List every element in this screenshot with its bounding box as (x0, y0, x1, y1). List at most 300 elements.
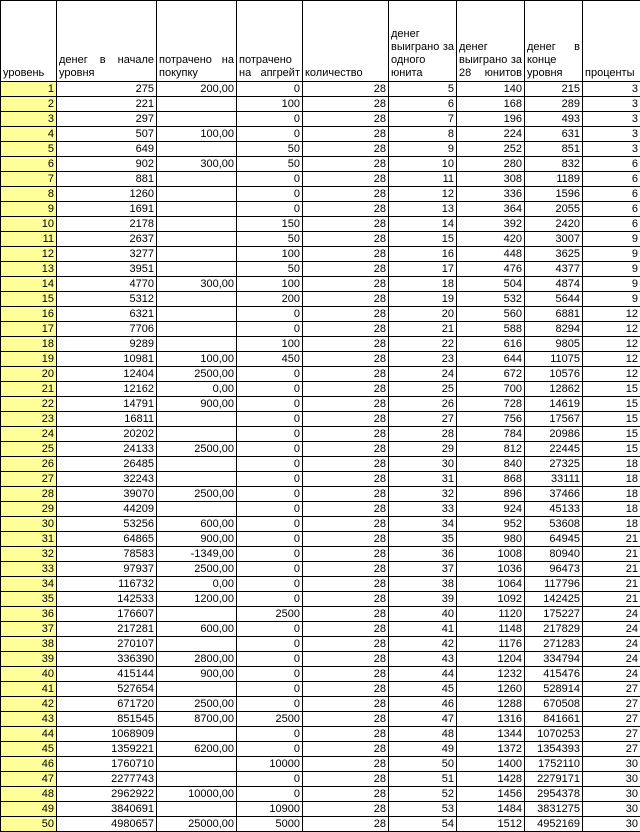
cell-percent[interactable]: 3 (583, 97, 640, 112)
cell-money-end[interactable]: 3831275 (525, 802, 583, 817)
cell-won-per-unit[interactable]: 30 (389, 457, 457, 472)
cell-spent-purchase[interactable] (157, 292, 237, 307)
cell-spent-upgrade[interactable]: 0 (237, 622, 303, 637)
cell-won-per-unit[interactable]: 20 (389, 307, 457, 322)
cell-spent-purchase[interactable]: 6200,00 (157, 742, 237, 757)
cell-won-28-units[interactable]: 616 (457, 337, 525, 352)
cell-level[interactable]: 12 (1, 247, 57, 262)
cell-won-per-unit[interactable]: 22 (389, 337, 457, 352)
header-quantity[interactable]: количество (303, 1, 389, 82)
cell-won-per-unit[interactable]: 28 (389, 427, 457, 442)
cell-percent[interactable]: 6 (583, 187, 640, 202)
cell-spent-upgrade[interactable]: 10900 (237, 802, 303, 817)
cell-percent[interactable]: 3 (583, 142, 640, 157)
cell-money-start[interactable]: 12404 (57, 367, 157, 382)
cell-level[interactable]: 3 (1, 112, 57, 127)
cell-money-start[interactable]: 415144 (57, 667, 157, 682)
cell-level[interactable]: 17 (1, 322, 57, 337)
cell-spent-upgrade[interactable]: 0 (237, 127, 303, 142)
cell-won-28-units[interactable]: 1008 (457, 547, 525, 562)
cell-won-28-units[interactable]: 644 (457, 352, 525, 367)
cell-money-end[interactable]: 271283 (525, 637, 583, 652)
cell-won-per-unit[interactable]: 23 (389, 352, 457, 367)
cell-quantity[interactable]: 28 (303, 727, 389, 742)
cell-money-start[interactable]: 275 (57, 82, 157, 97)
cell-quantity[interactable]: 28 (303, 592, 389, 607)
cell-money-end[interactable]: 175227 (525, 607, 583, 622)
cell-money-start[interactable]: 1359221 (57, 742, 157, 757)
cell-won-28-units[interactable]: 1036 (457, 562, 525, 577)
cell-won-28-units[interactable]: 1232 (457, 667, 525, 682)
cell-won-per-unit[interactable]: 40 (389, 607, 457, 622)
cell-money-end[interactable]: 3007 (525, 232, 583, 247)
cell-percent[interactable]: 27 (583, 712, 640, 727)
cell-level[interactable]: 34 (1, 577, 57, 592)
cell-level[interactable]: 22 (1, 397, 57, 412)
header-won-per-unit[interactable]: денег выиграно за одного юнита (389, 1, 457, 82)
cell-won-28-units[interactable]: 252 (457, 142, 525, 157)
cell-spent-purchase[interactable]: 2500,00 (157, 487, 237, 502)
cell-spent-purchase[interactable] (157, 307, 237, 322)
cell-money-end[interactable]: 3625 (525, 247, 583, 262)
cell-won-per-unit[interactable]: 21 (389, 322, 457, 337)
cell-won-28-units[interactable]: 140 (457, 82, 525, 97)
cell-percent[interactable]: 24 (583, 637, 640, 652)
cell-spent-upgrade[interactable]: 0 (237, 652, 303, 667)
cell-money-start[interactable]: 24133 (57, 442, 157, 457)
cell-money-end[interactable]: 27325 (525, 457, 583, 472)
cell-spent-upgrade[interactable]: 100 (237, 97, 303, 112)
cell-money-start[interactable]: 902 (57, 157, 157, 172)
cell-spent-purchase[interactable] (157, 112, 237, 127)
cell-level[interactable]: 10 (1, 217, 57, 232)
cell-level[interactable]: 41 (1, 682, 57, 697)
cell-level[interactable]: 28 (1, 487, 57, 502)
cell-level[interactable]: 44 (1, 727, 57, 742)
cell-won-28-units[interactable]: 364 (457, 202, 525, 217)
cell-money-end[interactable]: 14619 (525, 397, 583, 412)
cell-spent-purchase[interactable] (157, 772, 237, 787)
cell-money-end[interactable]: 832 (525, 157, 583, 172)
cell-money-end[interactable]: 6881 (525, 307, 583, 322)
cell-percent[interactable]: 30 (583, 817, 640, 832)
cell-spent-upgrade[interactable]: 0 (237, 187, 303, 202)
cell-percent[interactable]: 24 (583, 607, 640, 622)
cell-quantity[interactable]: 28 (303, 202, 389, 217)
cell-quantity[interactable]: 28 (303, 667, 389, 682)
cell-won-28-units[interactable]: 784 (457, 427, 525, 442)
cell-won-per-unit[interactable]: 33 (389, 502, 457, 517)
cell-percent[interactable]: 9 (583, 277, 640, 292)
cell-level[interactable]: 45 (1, 742, 57, 757)
cell-won-per-unit[interactable]: 32 (389, 487, 457, 502)
cell-level[interactable]: 6 (1, 157, 57, 172)
cell-money-start[interactable]: 53256 (57, 517, 157, 532)
cell-money-end[interactable]: 22445 (525, 442, 583, 457)
cell-spent-purchase[interactable]: 2500,00 (157, 442, 237, 457)
cell-percent[interactable]: 27 (583, 727, 640, 742)
cell-quantity[interactable]: 28 (303, 562, 389, 577)
cell-spent-purchase[interactable] (157, 607, 237, 622)
cell-spent-purchase[interactable] (157, 682, 237, 697)
cell-won-28-units[interactable]: 168 (457, 97, 525, 112)
cell-money-end[interactable]: 851 (525, 142, 583, 157)
cell-won-28-units[interactable]: 1484 (457, 802, 525, 817)
cell-won-28-units[interactable]: 700 (457, 382, 525, 397)
cell-money-start[interactable]: 7706 (57, 322, 157, 337)
cell-spent-upgrade[interactable]: 0 (237, 172, 303, 187)
cell-spent-upgrade[interactable]: 0 (237, 307, 303, 322)
cell-won-28-units[interactable]: 756 (457, 412, 525, 427)
cell-won-per-unit[interactable]: 10 (389, 157, 457, 172)
cell-level[interactable]: 24 (1, 427, 57, 442)
cell-won-per-unit[interactable]: 35 (389, 532, 457, 547)
cell-money-start[interactable]: 9289 (57, 337, 157, 352)
cell-percent[interactable]: 15 (583, 427, 640, 442)
cell-spent-upgrade[interactable]: 0 (237, 772, 303, 787)
cell-money-end[interactable]: 1189 (525, 172, 583, 187)
cell-money-start[interactable]: 671720 (57, 697, 157, 712)
cell-money-start[interactable]: 3277 (57, 247, 157, 262)
cell-money-end[interactable]: 20986 (525, 427, 583, 442)
cell-level[interactable]: 1 (1, 82, 57, 97)
cell-won-28-units[interactable]: 1372 (457, 742, 525, 757)
cell-quantity[interactable]: 28 (303, 157, 389, 172)
cell-money-end[interactable]: 415476 (525, 667, 583, 682)
cell-quantity[interactable]: 28 (303, 352, 389, 367)
cell-quantity[interactable]: 28 (303, 307, 389, 322)
cell-spent-upgrade[interactable]: 50 (237, 157, 303, 172)
cell-percent[interactable]: 30 (583, 787, 640, 802)
cell-money-start[interactable]: 217281 (57, 622, 157, 637)
cell-won-per-unit[interactable]: 5 (389, 82, 457, 97)
cell-level[interactable]: 30 (1, 517, 57, 532)
cell-percent[interactable]: 18 (583, 472, 640, 487)
cell-percent[interactable]: 24 (583, 622, 640, 637)
cell-won-28-units[interactable]: 812 (457, 442, 525, 457)
cell-percent[interactable]: 18 (583, 457, 640, 472)
cell-spent-purchase[interactable]: 900,00 (157, 397, 237, 412)
cell-money-end[interactable]: 17567 (525, 412, 583, 427)
cell-spent-purchase[interactable] (157, 262, 237, 277)
cell-level[interactable]: 38 (1, 637, 57, 652)
cell-money-start[interactable]: 10981 (57, 352, 157, 367)
cell-quantity[interactable]: 28 (303, 412, 389, 427)
cell-money-end[interactable]: 2420 (525, 217, 583, 232)
cell-money-end[interactable]: 8294 (525, 322, 583, 337)
cell-spent-upgrade[interactable]: 100 (237, 247, 303, 262)
cell-spent-purchase[interactable]: 2500,00 (157, 562, 237, 577)
cell-won-per-unit[interactable]: 43 (389, 652, 457, 667)
cell-spent-purchase[interactable] (157, 322, 237, 337)
cell-spent-upgrade[interactable]: 50 (237, 232, 303, 247)
cell-spent-upgrade[interactable]: 0 (237, 577, 303, 592)
cell-spent-purchase[interactable] (157, 202, 237, 217)
cell-won-per-unit[interactable]: 38 (389, 577, 457, 592)
cell-spent-upgrade[interactable]: 200 (237, 292, 303, 307)
cell-level[interactable]: 29 (1, 502, 57, 517)
cell-won-28-units[interactable]: 336 (457, 187, 525, 202)
cell-money-start[interactable]: 3840691 (57, 802, 157, 817)
cell-won-per-unit[interactable]: 29 (389, 442, 457, 457)
cell-won-per-unit[interactable]: 44 (389, 667, 457, 682)
cell-level[interactable]: 42 (1, 697, 57, 712)
cell-level[interactable]: 37 (1, 622, 57, 637)
cell-level[interactable]: 15 (1, 292, 57, 307)
cell-money-start[interactable]: 2178 (57, 217, 157, 232)
cell-spent-upgrade[interactable]: 0 (237, 322, 303, 337)
cell-quantity[interactable]: 28 (303, 697, 389, 712)
cell-won-28-units[interactable]: 532 (457, 292, 525, 307)
cell-won-per-unit[interactable]: 34 (389, 517, 457, 532)
header-money-start[interactable]: денег в начале уровня (57, 1, 157, 82)
cell-percent[interactable]: 24 (583, 667, 640, 682)
cell-won-per-unit[interactable]: 25 (389, 382, 457, 397)
header-level[interactable]: уровень (1, 1, 57, 82)
cell-won-28-units[interactable]: 1288 (457, 697, 525, 712)
cell-won-28-units[interactable]: 868 (457, 472, 525, 487)
cell-spent-purchase[interactable] (157, 142, 237, 157)
cell-won-per-unit[interactable]: 9 (389, 142, 457, 157)
cell-spent-purchase[interactable] (157, 727, 237, 742)
cell-won-per-unit[interactable]: 7 (389, 112, 457, 127)
cell-level[interactable]: 11 (1, 232, 57, 247)
cell-level[interactable]: 43 (1, 712, 57, 727)
cell-spent-upgrade[interactable]: 0 (237, 727, 303, 742)
cell-money-start[interactable]: 176607 (57, 607, 157, 622)
cell-money-start[interactable]: 5312 (57, 292, 157, 307)
cell-quantity[interactable]: 28 (303, 127, 389, 142)
cell-percent[interactable]: 30 (583, 772, 640, 787)
cell-percent[interactable]: 6 (583, 202, 640, 217)
cell-percent[interactable]: 18 (583, 487, 640, 502)
cell-spent-purchase[interactable] (157, 802, 237, 817)
cell-money-end[interactable]: 2954378 (525, 787, 583, 802)
cell-spent-upgrade[interactable]: 0 (237, 427, 303, 442)
cell-level[interactable]: 35 (1, 592, 57, 607)
cell-won-per-unit[interactable]: 45 (389, 682, 457, 697)
cell-money-end[interactable]: 2279171 (525, 772, 583, 787)
cell-percent[interactable]: 30 (583, 802, 640, 817)
cell-money-end[interactable]: 4952169 (525, 817, 583, 832)
cell-quantity[interactable]: 28 (303, 247, 389, 262)
cell-level[interactable]: 33 (1, 562, 57, 577)
cell-quantity[interactable]: 28 (303, 622, 389, 637)
cell-percent[interactable]: 21 (583, 547, 640, 562)
cell-percent[interactable]: 3 (583, 127, 640, 142)
cell-spent-purchase[interactable]: 0,00 (157, 382, 237, 397)
cell-spent-purchase[interactable]: 300,00 (157, 157, 237, 172)
cell-percent[interactable]: 6 (583, 172, 640, 187)
cell-won-per-unit[interactable]: 51 (389, 772, 457, 787)
cell-won-per-unit[interactable]: 19 (389, 292, 457, 307)
cell-won-per-unit[interactable]: 50 (389, 757, 457, 772)
cell-money-start[interactable]: 297 (57, 112, 157, 127)
cell-money-end[interactable]: 4377 (525, 262, 583, 277)
cell-money-start[interactable]: 20202 (57, 427, 157, 442)
header-money-end[interactable]: денег в конце уровня (525, 1, 583, 82)
cell-quantity[interactable]: 28 (303, 112, 389, 127)
cell-won-28-units[interactable]: 1512 (457, 817, 525, 832)
cell-won-28-units[interactable]: 1064 (457, 577, 525, 592)
cell-money-start[interactable]: 2962922 (57, 787, 157, 802)
cell-quantity[interactable]: 28 (303, 457, 389, 472)
cell-level[interactable]: 39 (1, 652, 57, 667)
cell-level[interactable]: 46 (1, 757, 57, 772)
cell-won-28-units[interactable]: 1120 (457, 607, 525, 622)
cell-won-28-units[interactable]: 1428 (457, 772, 525, 787)
cell-money-start[interactable]: 2637 (57, 232, 157, 247)
cell-money-start[interactable]: 527654 (57, 682, 157, 697)
cell-money-start[interactable]: 39070 (57, 487, 157, 502)
cell-spent-purchase[interactable]: 2500,00 (157, 697, 237, 712)
cell-level[interactable]: 20 (1, 367, 57, 382)
cell-level[interactable]: 14 (1, 277, 57, 292)
cell-quantity[interactable]: 28 (303, 367, 389, 382)
cell-money-start[interactable]: 649 (57, 142, 157, 157)
cell-money-start[interactable]: 78583 (57, 547, 157, 562)
cell-money-start[interactable]: 507 (57, 127, 157, 142)
cell-spent-purchase[interactable]: 900,00 (157, 532, 237, 547)
cell-spent-upgrade[interactable]: 150 (237, 217, 303, 232)
cell-quantity[interactable]: 28 (303, 757, 389, 772)
cell-spent-upgrade[interactable]: 0 (237, 457, 303, 472)
cell-won-28-units[interactable]: 1176 (457, 637, 525, 652)
cell-level[interactable]: 49 (1, 802, 57, 817)
cell-level[interactable]: 31 (1, 532, 57, 547)
cell-quantity[interactable]: 28 (303, 532, 389, 547)
cell-won-28-units[interactable]: 420 (457, 232, 525, 247)
cell-won-28-units[interactable]: 1148 (457, 622, 525, 637)
cell-level[interactable]: 19 (1, 352, 57, 367)
cell-quantity[interactable]: 28 (303, 742, 389, 757)
cell-money-start[interactable]: 1260 (57, 187, 157, 202)
cell-won-28-units[interactable]: 1400 (457, 757, 525, 772)
cell-percent[interactable]: 21 (583, 562, 640, 577)
cell-quantity[interactable]: 28 (303, 337, 389, 352)
cell-spent-purchase[interactable]: 100,00 (157, 127, 237, 142)
cell-percent[interactable]: 15 (583, 382, 640, 397)
cell-won-per-unit[interactable]: 47 (389, 712, 457, 727)
cell-won-per-unit[interactable]: 54 (389, 817, 457, 832)
cell-spent-purchase[interactable]: 8700,00 (157, 712, 237, 727)
cell-won-28-units[interactable]: 1260 (457, 682, 525, 697)
cell-spent-purchase[interactable] (157, 217, 237, 232)
cell-percent[interactable]: 30 (583, 757, 640, 772)
cell-spent-purchase[interactable] (157, 232, 237, 247)
cell-quantity[interactable]: 28 (303, 187, 389, 202)
cell-won-per-unit[interactable]: 52 (389, 787, 457, 802)
header-percent[interactable]: проценты (583, 1, 640, 82)
cell-percent[interactable]: 15 (583, 412, 640, 427)
cell-spent-purchase[interactable]: 900,00 (157, 667, 237, 682)
cell-percent[interactable]: 9 (583, 232, 640, 247)
cell-spent-purchase[interactable] (157, 337, 237, 352)
cell-level[interactable]: 48 (1, 787, 57, 802)
cell-money-end[interactable]: 80940 (525, 547, 583, 562)
cell-quantity[interactable]: 28 (303, 817, 389, 832)
header-spent-upgrade[interactable]: потрачено на апгрейт (237, 1, 303, 82)
cell-won-per-unit[interactable]: 12 (389, 187, 457, 202)
cell-quantity[interactable]: 28 (303, 607, 389, 622)
cell-money-end[interactable]: 1596 (525, 187, 583, 202)
cell-money-end[interactable]: 45133 (525, 502, 583, 517)
cell-quantity[interactable]: 28 (303, 262, 389, 277)
cell-quantity[interactable]: 28 (303, 787, 389, 802)
cell-quantity[interactable]: 28 (303, 142, 389, 157)
cell-money-start[interactable]: 3951 (57, 262, 157, 277)
cell-money-start[interactable]: 116732 (57, 577, 157, 592)
cell-percent[interactable]: 18 (583, 517, 640, 532)
cell-spent-upgrade[interactable]: 0 (237, 382, 303, 397)
cell-money-start[interactable]: 4980657 (57, 817, 157, 832)
cell-won-28-units[interactable]: 504 (457, 277, 525, 292)
cell-money-end[interactable]: 53608 (525, 517, 583, 532)
cell-money-start[interactable]: 32243 (57, 472, 157, 487)
cell-money-start[interactable]: 26485 (57, 457, 157, 472)
header-won-28-units[interactable]: денег выиграно за 28 юнитов (457, 1, 525, 82)
cell-quantity[interactable]: 28 (303, 442, 389, 457)
cell-level[interactable]: 27 (1, 472, 57, 487)
cell-level[interactable]: 18 (1, 337, 57, 352)
cell-won-per-unit[interactable]: 31 (389, 472, 457, 487)
cell-spent-upgrade[interactable]: 0 (237, 442, 303, 457)
cell-spent-purchase[interactable]: 600,00 (157, 622, 237, 637)
cell-won-per-unit[interactable]: 13 (389, 202, 457, 217)
cell-won-28-units[interactable]: 1456 (457, 787, 525, 802)
cell-level[interactable]: 9 (1, 202, 57, 217)
cell-money-end[interactable]: 9805 (525, 337, 583, 352)
cell-won-28-units[interactable]: 392 (457, 217, 525, 232)
cell-money-start[interactable]: 44209 (57, 502, 157, 517)
cell-won-per-unit[interactable]: 48 (389, 727, 457, 742)
cell-money-end[interactable]: 1752110 (525, 757, 583, 772)
cell-money-start[interactable]: 851545 (57, 712, 157, 727)
cell-money-start[interactable]: 4770 (57, 277, 157, 292)
cell-money-end[interactable]: 11075 (525, 352, 583, 367)
cell-spent-upgrade[interactable]: 0 (237, 202, 303, 217)
cell-money-start[interactable]: 1691 (57, 202, 157, 217)
cell-money-start[interactable]: 2277743 (57, 772, 157, 787)
cell-money-start[interactable]: 881 (57, 172, 157, 187)
cell-spent-upgrade[interactable]: 0 (237, 502, 303, 517)
cell-spent-upgrade[interactable]: 0 (237, 412, 303, 427)
cell-quantity[interactable]: 28 (303, 82, 389, 97)
cell-spent-upgrade[interactable]: 0 (237, 112, 303, 127)
cell-level[interactable]: 7 (1, 172, 57, 187)
cell-level[interactable]: 26 (1, 457, 57, 472)
cell-won-28-units[interactable]: 1204 (457, 652, 525, 667)
cell-quantity[interactable]: 28 (303, 472, 389, 487)
cell-spent-purchase[interactable] (157, 457, 237, 472)
cell-money-end[interactable]: 215 (525, 82, 583, 97)
cell-spent-upgrade[interactable]: 0 (237, 82, 303, 97)
cell-level[interactable]: 25 (1, 442, 57, 457)
cell-spent-upgrade[interactable]: 0 (237, 367, 303, 382)
cell-spent-upgrade[interactable]: 2500 (237, 712, 303, 727)
cell-money-end[interactable]: 10576 (525, 367, 583, 382)
cell-quantity[interactable]: 28 (303, 577, 389, 592)
cell-quantity[interactable]: 28 (303, 712, 389, 727)
cell-won-per-unit[interactable]: 16 (389, 247, 457, 262)
cell-level[interactable]: 47 (1, 772, 57, 787)
cell-quantity[interactable]: 28 (303, 802, 389, 817)
cell-spent-upgrade[interactable]: 0 (237, 472, 303, 487)
cell-won-per-unit[interactable]: 15 (389, 232, 457, 247)
cell-spent-upgrade[interactable]: 5000 (237, 817, 303, 832)
cell-money-end[interactable]: 631 (525, 127, 583, 142)
cell-money-start[interactable]: 1068909 (57, 727, 157, 742)
